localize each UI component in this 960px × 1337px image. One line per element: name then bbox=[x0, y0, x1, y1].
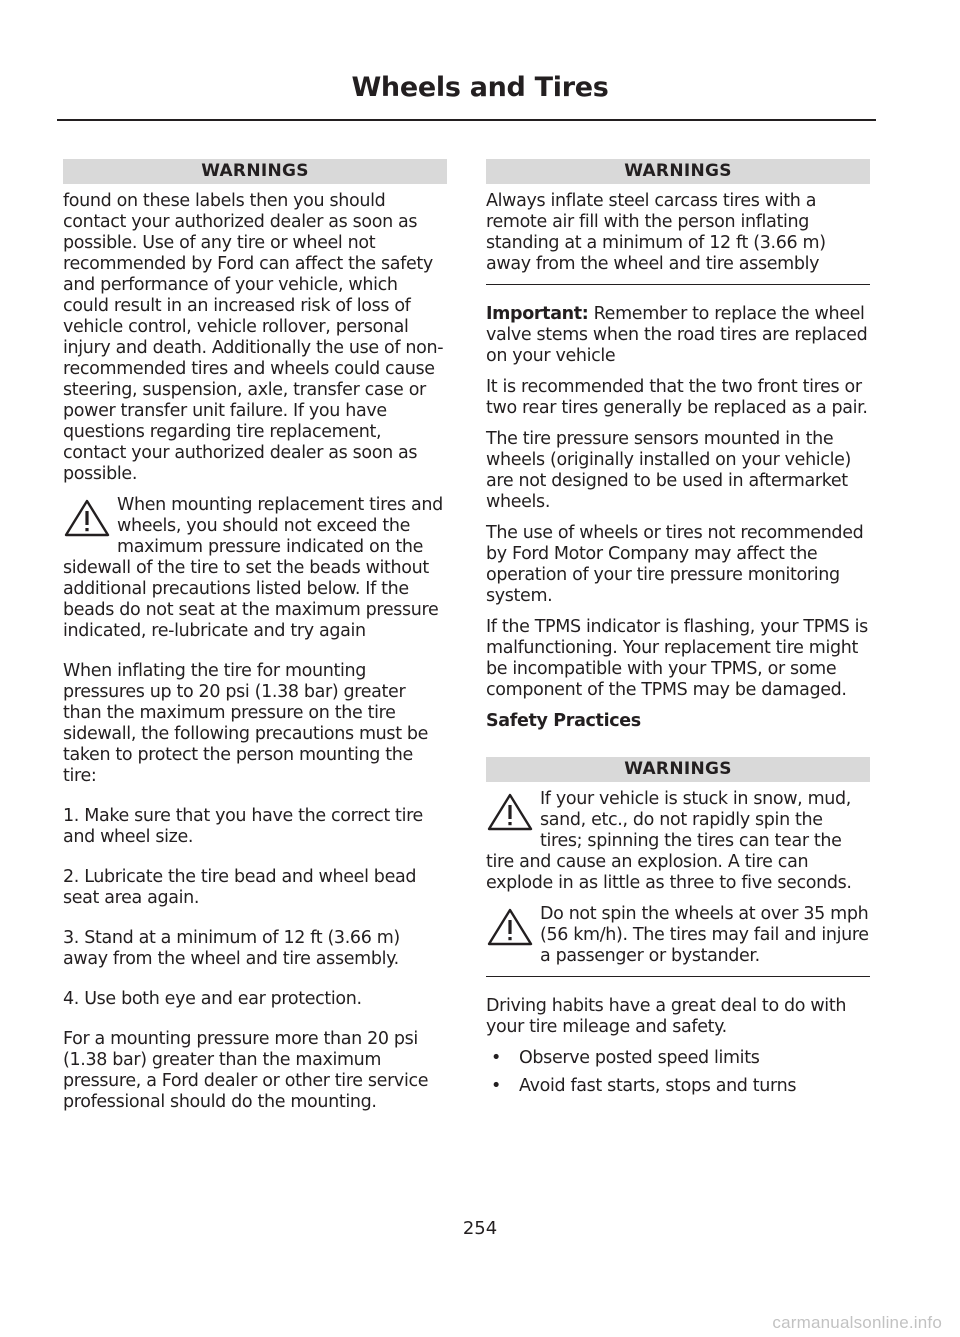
warning-triangle-icon bbox=[486, 906, 534, 948]
list-item-text: Avoid fast starts, stops and turns bbox=[519, 1076, 797, 1096]
warning-mounting-text: When mounting replacement tires and wheels, you should not exceed the maximum pressure indicated on the sidewall of the tire to set the beads without additional precautions listed below. If the beads do not seat at the maximum pressure indicated, re-lubricate and try again bbox=[63, 495, 443, 641]
watermark: carmanualsonline.info bbox=[772, 1313, 942, 1332]
warning-steel-text: Always inflate steel carcass tires with a remote air fill with the person inflating standing at a minimum of 12 ft (3.66 m) away from the wheel and tire assembly bbox=[486, 191, 826, 274]
paragraph: It is recommended that the two front tires or two rear tires generally be replaced as a pair. bbox=[486, 377, 868, 418]
warning-item bbox=[63, 495, 447, 642]
important-note bbox=[486, 304, 870, 367]
bullet-marker: • bbox=[491, 1076, 501, 1096]
warning-end-divider bbox=[486, 284, 870, 285]
list-step: 4. Use both eye and ear protection. bbox=[63, 989, 362, 1009]
paragraph: If the TPMS indicator is flashing, your TPMS is malfunctioning. Your replacement tire might be incompatible with your TPMS, or some component of the TPMS may be damaged. bbox=[486, 617, 868, 700]
right-column bbox=[486, 159, 870, 1104]
page-title: Wheels and Tires bbox=[351, 72, 609, 103]
important-text: Remember to replace the wheel valve stems when the road tires are replaced on your vehicle bbox=[486, 304, 868, 366]
section-heading: Safety Practices bbox=[486, 711, 641, 731]
left-column bbox=[63, 159, 447, 1123]
warnings-heading: WARNINGS bbox=[486, 757, 870, 782]
list-step: 3. Stand at a minimum of 12 ft (3.66 m) away from the wheel and tire assembly. bbox=[63, 928, 400, 969]
list-item bbox=[486, 1076, 870, 1097]
warning-triangle-icon bbox=[63, 497, 111, 539]
paragraph: When inflating the tire for mounting pressures up to 20 psi (1.38 bar) greater than the maximum pressure on the tire sidewall, the following precautions must be taken to protect the person mounting the tire: bbox=[63, 661, 429, 786]
warnings-heading: WARNINGS bbox=[63, 159, 447, 184]
warning-continued-text: found on these labels then you should contact your authorized dealer as soon as possible. Use of any tire or wheel not recommended by Ford can affect the safety and performance of your vehicle, which could result in an increased risk of loss of vehicle control, vehicle rollover, personal injury and death. Additionally the use of non-recommended tires and wheels could cause steering, suspension, axle, transfer case or power transfer unit failure. If you have questions regarding tire replacement, contact your authorized dealer as soon as possible. bbox=[63, 191, 444, 484]
list-step: 2. Lubricate the tire bead and wheel bead seat area again. bbox=[63, 867, 417, 908]
warnings-heading: WARNINGS bbox=[486, 159, 870, 184]
page-number: 254 bbox=[462, 1218, 498, 1239]
warning-stuck-text: If your vehicle is stuck in snow, mud, sand, etc., do not rapidly spin the tires; spinning the tires can tear the tire and cause an explosion. A tire can explode in as little as three to five seconds. bbox=[486, 789, 852, 893]
list-item-text: Observe posted speed limits bbox=[519, 1048, 760, 1068]
warning-item bbox=[486, 904, 870, 967]
list-item bbox=[486, 1048, 870, 1069]
paragraph: Driving habits have a great deal to do with your tire mileage and safety. bbox=[486, 996, 847, 1037]
header-divider bbox=[57, 119, 876, 121]
paragraph: The use of wheels or tires not recommended by Ford Motor Company may affect the operation of your tire pressure monitoring system. bbox=[486, 523, 864, 606]
bullet-marker: • bbox=[491, 1048, 501, 1068]
warning-spin-text: Do not spin the wheels at over 35 mph (56 km/h). The tires may fail and injure a passenger or bystander. bbox=[540, 904, 869, 966]
paragraph: The tire pressure sensors mounted in the wheels (originally installed on your vehicle) are not designed to be used in aftermarket wheels. bbox=[486, 429, 851, 512]
paragraph: For a mounting pressure more than 20 psi (1.38 bar) greater than the maximum pressure, a Ford dealer or other tire service professional should do the mounting. bbox=[63, 1029, 429, 1112]
warning-triangle-icon bbox=[486, 791, 534, 833]
warning-end-divider bbox=[486, 976, 870, 977]
list-step: 1. Make sure that you have the correct tire and wheel size. bbox=[63, 806, 423, 847]
important-label: Important: bbox=[486, 304, 589, 324]
warning-item bbox=[486, 789, 870, 894]
